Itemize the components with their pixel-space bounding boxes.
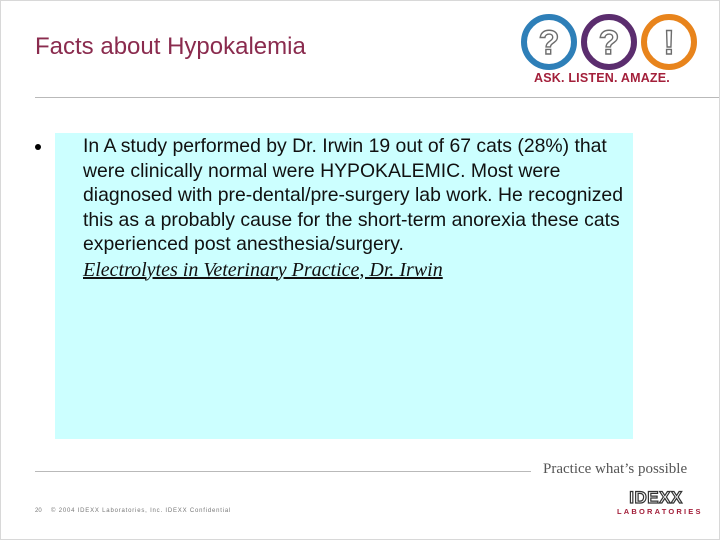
ask-listen-amaze-logo xyxy=(521,13,697,71)
idexx-logo xyxy=(619,489,693,505)
question-circle-blue-icon xyxy=(524,17,574,67)
citation-link[interactable]: Electrolytes in Veterinary Practice, Dr. Irwin xyxy=(83,258,443,281)
exclamation-circle-orange-icon xyxy=(644,17,694,67)
svg-text:?: ? xyxy=(538,24,560,62)
bullet-text xyxy=(83,134,635,284)
header-divider xyxy=(35,97,719,98)
svg-text:?: ? xyxy=(598,24,620,62)
slide-number: 20 xyxy=(35,508,42,514)
logo-tagline: ASK. LISTEN. AMAZE. xyxy=(534,71,670,85)
question-circle-purple-icon xyxy=(584,17,634,67)
study-paragraph: In A study performed by Dr. Irwin 19 out of 67 cats (28%) that were clinically normal were HYPOKALEMIC. Most were diagnosed with pre-dental/pre-surgery lab work. He recognized this as a probably cause for the short-term anorexia these cats experienced post anesthesia/surgery. xyxy=(83,135,623,255)
idexx-laboratories-label: LABORATORIES xyxy=(617,507,703,516)
svg-text:IDEXX: IDEXX xyxy=(629,489,683,505)
copyright-text: © 2004 IDEXX Laboratories, Inc. IDEXX Confidential xyxy=(51,508,232,514)
svg-text:!: ! xyxy=(663,24,675,62)
footer-divider xyxy=(35,471,531,472)
slide-title: Facts about Hypokalemia xyxy=(35,33,306,60)
bullet-icon xyxy=(35,144,41,150)
practice-tagline: Practice what’s possible xyxy=(543,461,688,477)
